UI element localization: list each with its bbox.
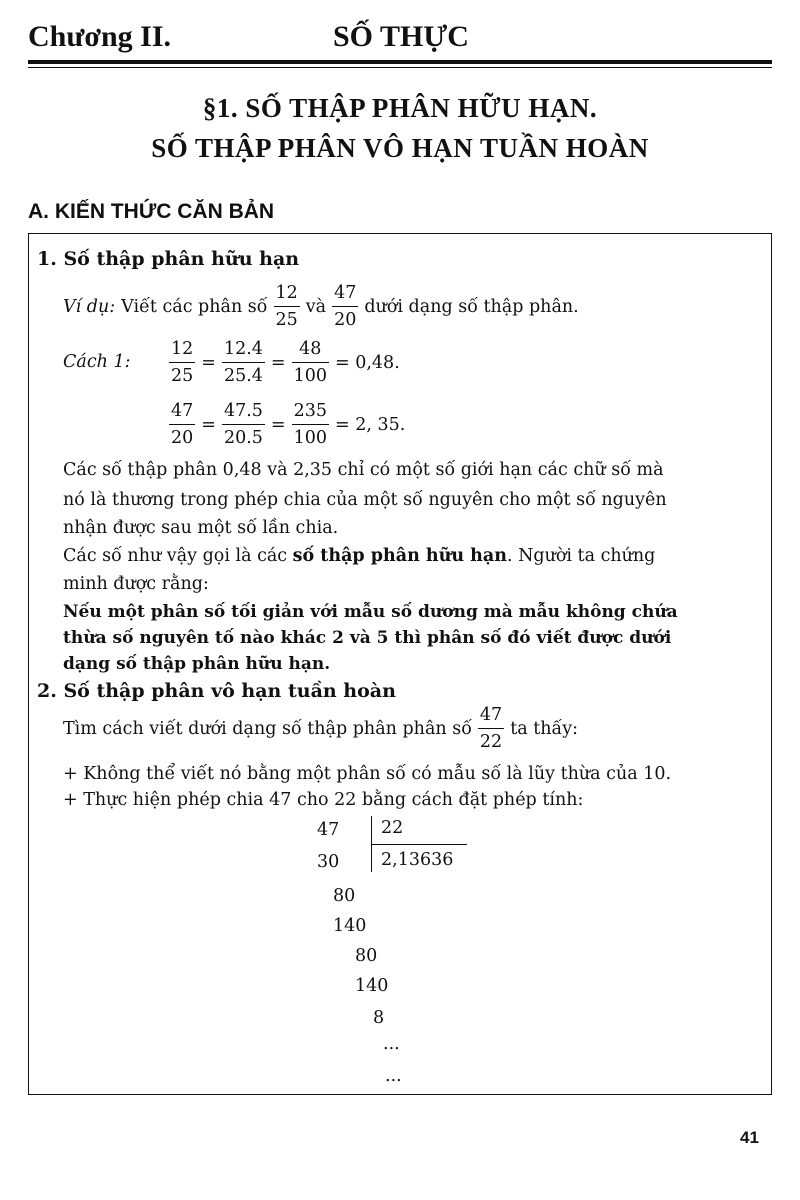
fraction-12-25: $\frac{12}{25}$: [275, 283, 298, 330]
chapter-label: Chương II.: [28, 20, 171, 53]
item2-intro: Tìm cách viết dưới dạng số thập phân phân số $\frac{47}{22}$ ta thấy:: [63, 705, 579, 752]
term-finite-decimal: số thập phân hữu hạn: [292, 546, 507, 566]
fraction-47-22: $\frac{47}{22}$: [479, 705, 503, 752]
para1-line1: Các số thập phân 0,48 và 2,35 chỉ có một số giới hạn các chữ số mà: [63, 460, 664, 480]
division-horizontal-line: [371, 844, 467, 845]
ellipsis-1: ...: [383, 1034, 400, 1054]
para2-line2: minh được rằng:: [63, 574, 209, 594]
knowledge-box: [28, 233, 772, 1095]
item2-heading: 2. Số thập phân vô hạn tuần hoàn: [37, 680, 396, 702]
equation-2: $\frac{47}{20}$ = $\frac{47.5}{20.5}$ = $\frac{235}{100}$ = 2, 35.: [171, 401, 406, 448]
remainder-2: 80: [333, 886, 356, 906]
section-title-line2: SỐ THẬP PHÂN VÔ HẠN TUẦN HOÀN: [151, 133, 649, 163]
page-number: 41: [740, 1128, 759, 1147]
equation-1: $\frac{12}{25}$ = $\frac{12.4}{25.4}$ = $\frac{48}{100}$ = 0,48.: [171, 339, 400, 386]
rule-line2: thừa số nguyên tố nào khác 2 và 5 thì phân số đó viết được dưới: [63, 628, 672, 648]
dividend: 47: [317, 820, 340, 840]
chapter-header: [28, 20, 770, 56]
method-label: Cách 1:: [63, 352, 131, 372]
ellipsis-2: ...: [385, 1066, 402, 1086]
bullet-2: + Thực hiện phép chia 47 cho 22 bằng cách đặt phép tính:: [63, 790, 584, 810]
remainder-5: 140: [355, 976, 389, 996]
para1-line2: nó là thương trong phép chia của một số nguyên cho một số nguyên: [63, 490, 667, 510]
equation-1-result: = 0,48.: [335, 352, 400, 373]
remainder-6: 8: [373, 1008, 385, 1028]
example-label: Ví dụ:: [63, 296, 116, 317]
remainder-1: 30: [317, 852, 340, 872]
item1-heading: 1. Số thập phân hữu hạn: [37, 248, 300, 270]
header-rule-thin: [28, 67, 772, 68]
chapter-title: SỐ THỰC: [333, 20, 469, 53]
fraction-47-20: $\frac{47}{20}$: [334, 283, 357, 330]
divisor: 22: [381, 818, 404, 838]
example-text: Viết các phân số: [121, 296, 268, 317]
para1-line3: nhận được sau một số lần chia.: [63, 518, 339, 538]
example-line: [63, 282, 579, 331]
remainder-4: 80: [355, 946, 378, 966]
header-rule-thick: [28, 60, 772, 64]
para2-line1: Các số như vậy gọi là các số thập phân hữu hạn. Người ta chứng: [63, 546, 656, 566]
example-tail: dưới dạng số thập phân.: [364, 296, 579, 317]
section-title-line1: §1. SỐ THẬP PHÂN HỮU HẠN.: [202, 93, 598, 123]
part-a-heading: A. KIẾN THỨC CĂN BẢN: [28, 200, 275, 223]
equation-2-result: = 2, 35.: [335, 414, 406, 435]
bullet-1: + Không thể viết nó bằng một phân số có mẫu số là lũy thừa của 10.: [63, 764, 672, 784]
section-title: [0, 88, 800, 168]
rule-line3: dạng số thập phân hữu hạn.: [63, 654, 331, 674]
rule-line1: Nếu một phân số tối giản với mẫu số dương mà mẫu không chứa: [63, 602, 678, 622]
remainder-3: 140: [333, 916, 367, 936]
example-and: và: [305, 296, 327, 317]
quotient: 2,13636: [381, 850, 454, 870]
